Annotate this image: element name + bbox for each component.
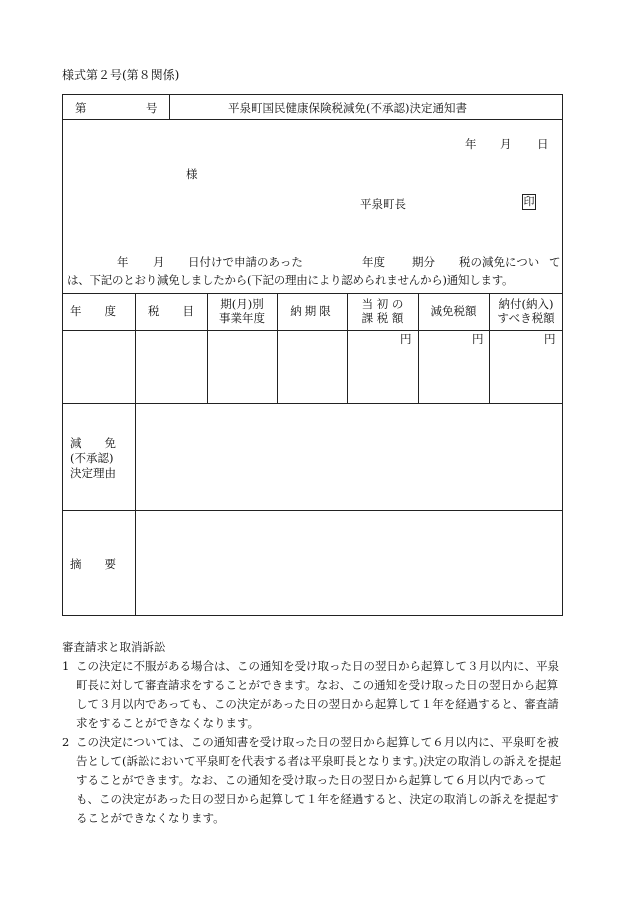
note-number: 2 [62, 735, 70, 749]
date-month: 月 [500, 137, 512, 151]
notes-section [62, 638, 562, 828]
col-header-period-line2: 事業年度 [219, 311, 265, 325]
document-title: 平泉町国民健康保険税減免(不承認)決定通知書 [228, 101, 467, 115]
col-divider-1 [135, 293, 136, 616]
body-tax-reduction: 税の減免につい [459, 255, 540, 269]
form-label: 様式第２号(第８関係) [62, 68, 180, 82]
col-header-initial-tax [348, 297, 417, 325]
body-dated: 日付けで申請のあった [188, 255, 303, 269]
table-top-line [62, 293, 563, 294]
body-line2: は、下記のとおり減免しましたから(下記の理由により認められませんから)通知します。 [67, 273, 514, 287]
note-text: この決定に不服がある場合は、この通知を受け取った日の翌日から起算して３月以内に、平泉町長に対して審査請求をすることができます。なお、この通知を受け取った日の翌日から起算して３月以内であっても、この決定があった日の翌日から起算して１年を経過すると、審査請求をすることができなくなります。 [76, 659, 559, 730]
reason-label-line3: 決定理由 [70, 466, 116, 480]
table-bottom-line [62, 403, 563, 404]
body-year: 年 [117, 255, 129, 269]
table-header-line [62, 330, 563, 331]
header-divider [62, 119, 563, 120]
note-text: この決定については、この通知書を受け取った日の翌日から起算して６月以内に、平泉町を被告として(訴訟において平泉町を代表する者は平泉町長となります。)決定の取消しの訴えを提起することができます。なお、この通知を受け取った日の翌日から起算して６月以内であっても、この決定があった日の翌日から起算して１年を経過すると、決定の取消しの訴えを提起することができなくなります。 [76, 735, 562, 825]
yen-unit-payable: 円 [544, 332, 556, 346]
yen-unit-initial: 円 [400, 332, 412, 346]
col-header-payable-line1: 納付(納入) [498, 297, 554, 311]
col-header-period-line1: 期(月)別 [220, 297, 264, 311]
remarks-label: 摘 要 [70, 557, 116, 571]
notice-frame [62, 94, 563, 616]
number-prefix: 第 [75, 101, 87, 115]
date-day: 日 [537, 137, 549, 151]
col-header-payable-line2: すべき税額 [497, 311, 555, 325]
col-header-year: 年 度 [70, 304, 116, 318]
yen-unit-reduction: 円 [472, 332, 484, 346]
number-suffix: 号 [146, 101, 158, 115]
body-period: 期分 [412, 255, 435, 269]
body-month: 月 [153, 255, 165, 269]
col-header-due-date: 納期限 [290, 304, 334, 318]
note-item [62, 657, 562, 733]
reason-bottom-line [62, 510, 563, 511]
col-header-reduction: 減免税額 [430, 304, 477, 318]
col-header-payable [490, 297, 562, 325]
notes-title: 審査請求と取消訴訟 [62, 640, 166, 654]
col-header-initial-tax-line1: 当 初 の [361, 297, 404, 311]
reason-label-line1: 減 免 [70, 436, 116, 450]
sender-name: 平泉町長 [360, 197, 406, 211]
date-year: 年 [465, 137, 477, 151]
note-number: 1 [62, 659, 70, 673]
col-header-period [208, 297, 276, 325]
note-item [62, 733, 562, 828]
col-header-initial-tax-line2: 課 税 額 [361, 311, 404, 325]
col-header-tax-item: 税 目 [148, 304, 194, 318]
reason-label-line2: (不承認) [70, 451, 114, 465]
reason-label [70, 436, 130, 481]
seal-mark: 印 [523, 195, 535, 208]
body-te: て [549, 255, 561, 269]
body-fiscal-year: 年度 [362, 255, 385, 269]
addressee-suffix: 様 [186, 167, 198, 181]
header-number-divider [169, 94, 170, 119]
